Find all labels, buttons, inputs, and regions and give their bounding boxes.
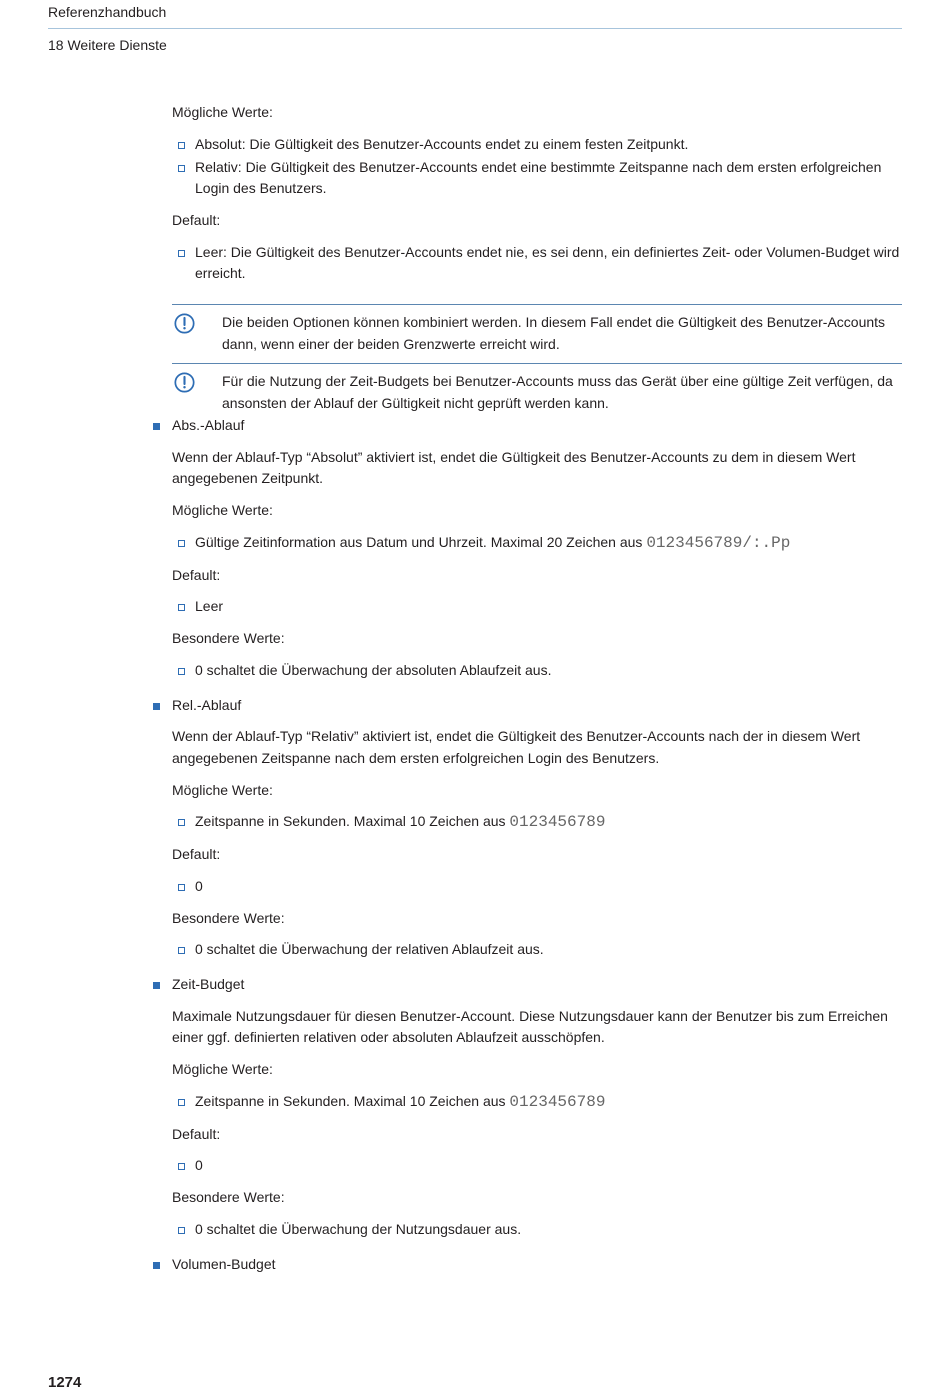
special-value-item [195, 1219, 902, 1241]
possible-values-label: Mögliche Werte: [172, 1061, 273, 1077]
possible-value-text: Zeitspanne in Sekunden. Maximal 10 Zeichen aus [195, 813, 510, 830]
possible-values-list [172, 811, 902, 834]
allowed-characters: 0123456789 [509, 1092, 606, 1111]
exclamation-circle-icon [174, 313, 195, 334]
default-value-item [195, 242, 902, 285]
item-heading [172, 695, 902, 717]
hollow-square-bullet-icon [178, 947, 185, 954]
special-values-list [172, 1219, 902, 1241]
header-rule [48, 28, 902, 29]
filled-square-bullet-icon [153, 1262, 160, 1269]
default-value-text: Leer: Die Gültigkeit des Benutzer-Accounts endet nie, es sei denn, ein definiertes Zeit- oder Volumen-Budget wird erreicht. [195, 243, 900, 282]
allowed-characters: 0123456789/:.Pp [646, 533, 791, 552]
note [172, 363, 902, 414]
list-item-zeit-budget [172, 974, 902, 1251]
special-value-item [195, 939, 902, 961]
default-value-item [195, 1155, 902, 1177]
possible-values-label: Mögliche Werte: [172, 502, 273, 518]
parameter-list [172, 414, 902, 1285]
default-label: Default: [172, 566, 221, 583]
item-description: Wenn der Ablauf-Typ “Absolut” aktiviert ist, endet die Gültigkeit des Benutzer-Accounts zu dem in diesem Wert angegebenen Zeitpunkt. [172, 448, 856, 487]
default-value-text: Leer [195, 598, 224, 615]
exclamation-circle-icon [174, 372, 195, 393]
special-value-item [195, 660, 902, 682]
special-values-list [172, 660, 902, 682]
default-label: Default: [172, 1125, 221, 1142]
possible-value-item [195, 532, 902, 555]
special-value-text: 0 schaltet die Überwachung der absoluten Ablaufzeit aus. [195, 661, 552, 678]
item-heading-text: Zeit-Budget [172, 976, 245, 992]
hollow-square-bullet-icon [178, 142, 185, 149]
special-value-text: 0 schaltet die Überwachung der relativen Ablaufzeit aus. [195, 941, 544, 958]
item-heading-text: Volumen-Budget [172, 1255, 276, 1272]
item-heading-text: Abs.-Ablauf [172, 417, 245, 433]
hollow-square-bullet-icon [178, 1099, 185, 1106]
possible-value-text: Absolut: Die Gültigkeit des Benutzer-Accounts endet zu einem festen Zeitpunkt. [195, 135, 689, 152]
item-description: Maximale Nutzungsdauer für diesen Benutzer-Account. Diese Nutzungsdauer kann der Benutzer bis zum Erreichen einer ggf. definierten relativen oder absoluten Ablaufzeit ausschöpfen. [172, 1007, 888, 1046]
possible-value-item [195, 157, 902, 200]
possible-values-list [172, 1091, 902, 1114]
list-item-rel-ablauf [172, 695, 902, 972]
default-values-list [172, 876, 902, 898]
possible-value-text: Relativ: Die Gültigkeit des Benutzer-Accounts endet eine bestimmte Zeitspanne nach dem ersten erfolgreichen Login des Benutzers. [195, 158, 882, 197]
possible-value-item [195, 1091, 902, 1114]
hollow-square-bullet-icon [178, 250, 185, 257]
hollow-square-bullet-icon [178, 884, 185, 891]
default-values-list [172, 596, 902, 618]
note-text: Für die Nutzung der Zeit-Budgets bei Benutzer-Accounts muss das Gerät über eine gültige Zeit verfügen, da ansonsten der Ablauf der Gültigkeit nicht geprüft werden kann. [222, 373, 893, 411]
special-values-label: Besondere Werte: [172, 1189, 285, 1205]
document-title: Referenzhandbuch [48, 4, 167, 20]
possible-values-list [172, 532, 902, 555]
note [172, 304, 902, 355]
hollow-square-bullet-icon [178, 165, 185, 172]
hollow-square-bullet-icon [178, 668, 185, 675]
default-values-list [172, 1155, 902, 1177]
page-content [172, 102, 902, 1285]
item-description: Wenn der Ablauf-Typ “Relativ” aktiviert ist, endet die Gültigkeit des Benutzer-Accounts nach der in diesem Wert angegebenen Zeitspanne nach dem ersten erfolgreichen Login des Benutzers. [172, 728, 861, 766]
hollow-square-bullet-icon [178, 819, 185, 826]
special-values-label: Besondere Werte: [172, 909, 285, 926]
default-label: Default: [172, 846, 221, 862]
special-values-label: Besondere Werte: [172, 630, 285, 646]
default-value-item [195, 596, 902, 618]
special-values-list [172, 939, 902, 961]
allowed-characters: 0123456789 [509, 813, 606, 832]
item-heading [172, 1254, 902, 1276]
hollow-square-bullet-icon [178, 1227, 185, 1234]
hollow-square-bullet-icon [178, 604, 185, 611]
chapter-title: 18 Weitere Dienste [48, 37, 167, 53]
expiry-type-continuation [172, 102, 902, 414]
filled-square-bullet-icon [153, 703, 160, 710]
page-number: 1274 [48, 1374, 82, 1391]
item-heading-text: Rel.-Ablauf [172, 696, 242, 713]
hollow-square-bullet-icon [178, 540, 185, 547]
possible-value-item [195, 811, 902, 834]
possible-values-list [172, 134, 902, 200]
default-value-text: 0 [195, 877, 203, 894]
possible-value-item [195, 134, 902, 156]
item-heading [172, 974, 902, 996]
default-value-item [195, 876, 902, 898]
default-value-text: 0 [195, 1157, 203, 1174]
item-heading [172, 415, 902, 437]
list-item-abs-ablauf [172, 415, 902, 692]
possible-values-label: Mögliche Werte: [172, 781, 273, 798]
default-values-list [172, 242, 902, 285]
filled-square-bullet-icon [153, 423, 160, 430]
filled-square-bullet-icon [153, 982, 160, 989]
hollow-square-bullet-icon [178, 1163, 185, 1170]
default-label: Default: [172, 212, 221, 228]
note-text: Die beiden Optionen können kombiniert werden. In diesem Fall endet die Gültigkeit des Benutzer-Accounts dann, wenn einer der beiden Grenzwerte erreicht wird. [222, 314, 886, 352]
possible-value-text: Zeitspanne in Sekunden. Maximal 10 Zeichen aus [195, 1092, 510, 1109]
possible-values-label: Mögliche Werte: [172, 104, 273, 120]
possible-value-text: Gültige Zeitinformation aus Datum und Uhrzeit. Maximal 20 Zeichen aus [195, 533, 647, 550]
list-item-volumen-budget [172, 1254, 902, 1286]
special-value-text: 0 schaltet die Überwachung der Nutzungsdauer aus. [195, 1220, 522, 1237]
